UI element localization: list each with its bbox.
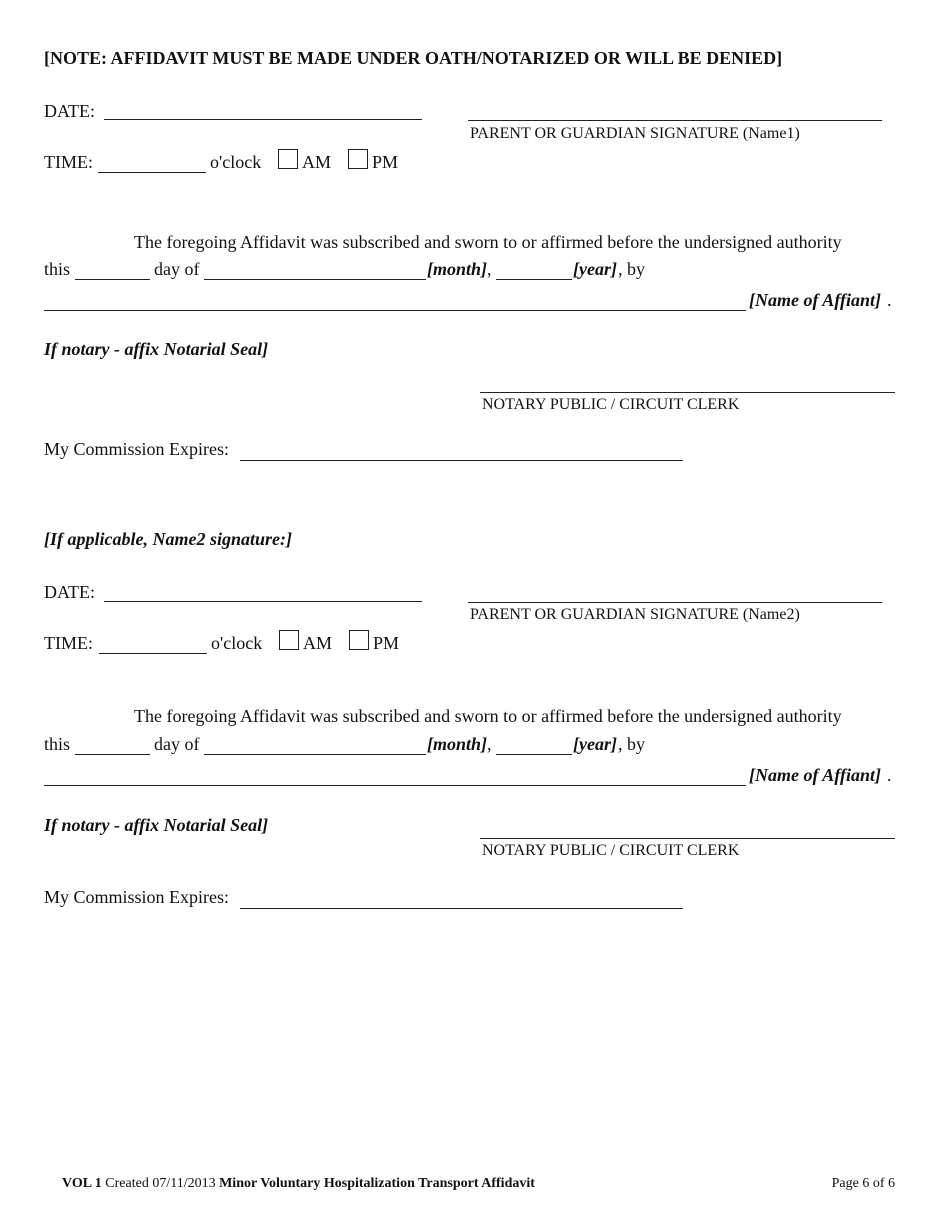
footer-title: Minor Voluntary Hospitalization Transport Affidavit — [219, 1176, 535, 1191]
day-of-label: day of — [154, 734, 200, 754]
date-label: DATE: — [44, 582, 95, 602]
footer-doc-info — [62, 1175, 535, 1193]
signature-label-name2: PARENT OR GUARDIAN SIGNATURE (Name2) — [470, 606, 800, 623]
notary-seal-note: If notary - affix Notarial Seal] — [44, 815, 269, 835]
by-text: , by — [618, 259, 645, 279]
signature-line-name1[interactable] — [468, 120, 882, 121]
affiant-placeholder: [Name of Affiant] — [749, 765, 881, 785]
comma-text: , — [487, 734, 492, 754]
oclock-label: o'clock — [210, 152, 262, 172]
commission-line[interactable] — [240, 460, 683, 461]
signature-line-name2[interactable] — [468, 602, 882, 603]
comma-text: , — [487, 259, 492, 279]
am-checkbox[interactable] — [278, 149, 298, 169]
year-placeholder: [year] — [573, 259, 617, 279]
commission-label: My Commission Expires: — [44, 887, 230, 907]
name2-heading: [If applicable, Name2 signature:] — [44, 529, 292, 549]
footer-vol: VOL 1 — [62, 1176, 102, 1191]
footer-page-number: Page 6 of 6 — [831, 1176, 895, 1191]
day-line[interactable] — [75, 754, 150, 755]
affiant-placeholder: [Name of Affiant] — [749, 290, 881, 310]
affiant-period: . — [887, 290, 892, 310]
foregoing-text: The foregoing Affidavit was subscribed and sworn to or affirmed before the undersigned authority — [134, 706, 842, 726]
pm-checkbox[interactable] — [348, 149, 368, 169]
time-label: TIME: — [44, 152, 93, 172]
year-placeholder: [year] — [573, 734, 617, 754]
notary-public-label: NOTARY PUBLIC / CIRCUIT CLERK — [482, 396, 740, 413]
by-text: , by — [618, 734, 645, 754]
commission-line[interactable] — [240, 908, 683, 909]
notary-signature-line[interactable] — [480, 838, 895, 839]
day-of-label: day of — [154, 259, 200, 279]
pm-checkbox[interactable] — [349, 630, 369, 650]
affiant-line[interactable] — [44, 310, 746, 311]
this-label: this — [44, 259, 71, 279]
affiant-period: . — [887, 765, 892, 785]
commission-label: My Commission Expires: — [44, 439, 230, 459]
oath-note: [NOTE: AFFIDAVIT MUST BE MADE UNDER OATH/NOTARIZED OR WILL BE DENIED] — [44, 48, 783, 68]
date-line[interactable] — [104, 119, 422, 120]
pm-label: PM — [373, 633, 400, 653]
oclock-label: o'clock — [211, 633, 263, 653]
year-line[interactable] — [496, 754, 572, 755]
time-line[interactable] — [98, 172, 206, 173]
time-line[interactable] — [99, 653, 207, 654]
affiant-line[interactable] — [44, 785, 746, 786]
notary-seal-note: If notary - affix Notarial Seal] — [44, 339, 269, 359]
signature-label-name1: PARENT OR GUARDIAN SIGNATURE (Name1) — [470, 125, 800, 142]
am-checkbox[interactable] — [279, 630, 299, 650]
day-line[interactable] — [75, 279, 150, 280]
month-line[interactable] — [204, 279, 426, 280]
date-label: DATE: — [44, 101, 95, 121]
date-line[interactable] — [104, 601, 422, 602]
pm-label: PM — [372, 152, 399, 172]
month-line[interactable] — [204, 754, 426, 755]
time-label: TIME: — [44, 633, 93, 653]
month-placeholder: [month] — [427, 734, 488, 754]
am-label: AM — [303, 633, 333, 653]
footer-created: Created 07/11/2013 — [101, 1176, 220, 1191]
this-label: this — [44, 734, 71, 754]
foregoing-text: The foregoing Affidavit was subscribed and sworn to or affirmed before the undersigned authority — [134, 232, 842, 252]
am-label: AM — [302, 152, 332, 172]
month-placeholder: [month] — [427, 259, 488, 279]
year-line[interactable] — [496, 279, 572, 280]
notary-signature-line[interactable] — [480, 392, 895, 393]
notary-public-label: NOTARY PUBLIC / CIRCUIT CLERK — [482, 842, 740, 859]
